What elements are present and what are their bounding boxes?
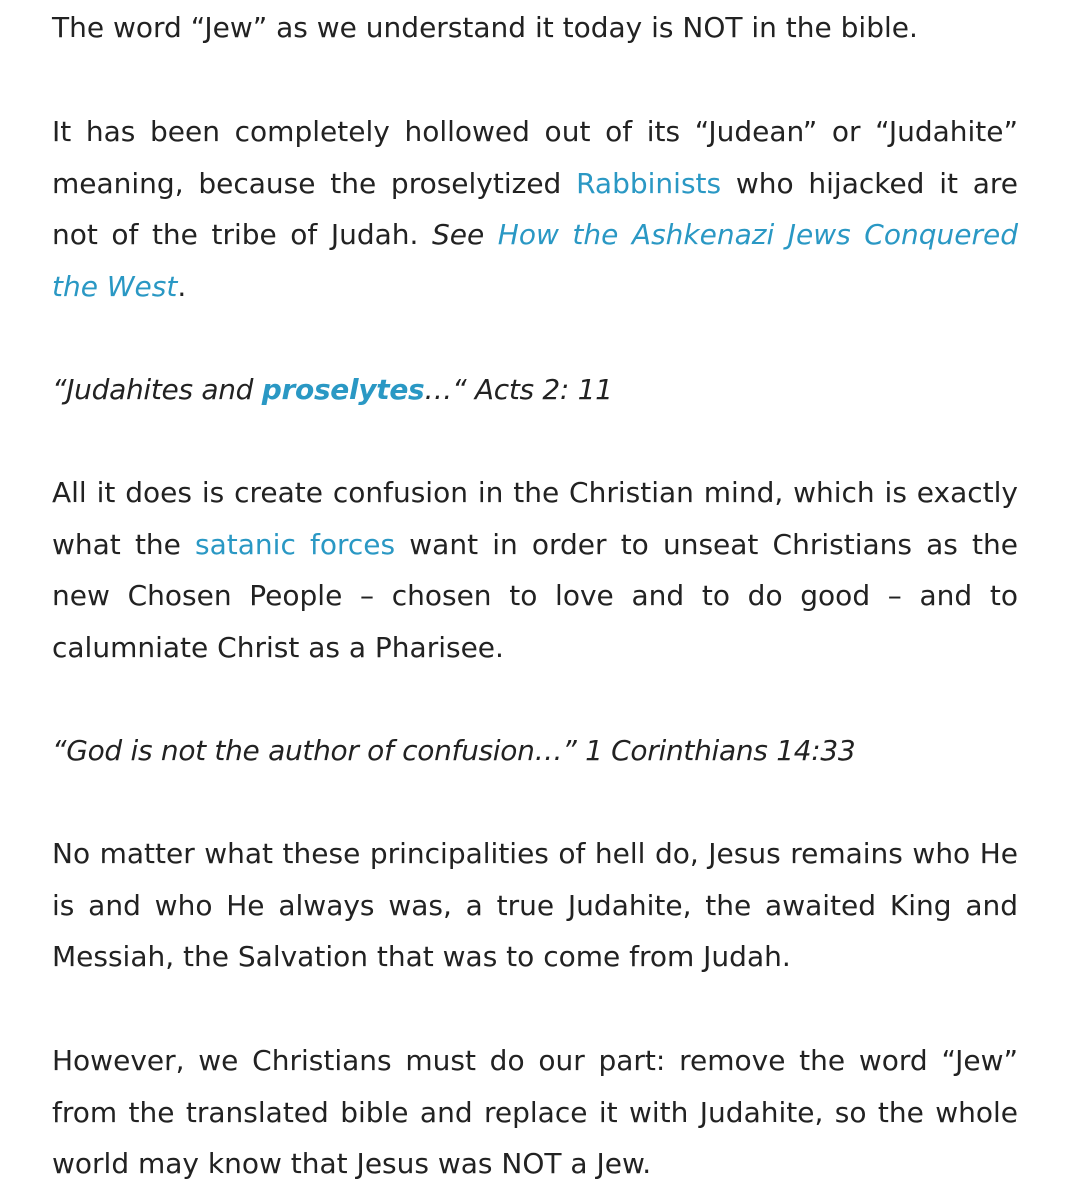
link-rabbinists[interactable]: Rabbinists [576, 166, 722, 200]
paragraph-confusion [52, 467, 1018, 673]
paragraph-hollowed [52, 106, 1018, 312]
paragraph-text: who hijacked it are not of the tribe of Judah. [52, 166, 1018, 252]
paragraph-intro: The word “Jew” as we understand it today is NOT in the bible. [52, 11, 918, 44]
paragraph-text: It has been completely hollowed out of its “Judean” or “Judahite” meaning, because the proselytized [52, 115, 1018, 200]
link-satanic-forces[interactable]: satanic forces [195, 527, 396, 561]
paragraph-text [484, 218, 498, 251]
quote-text: “Judahites and [52, 373, 262, 406]
paragraph-text: want in order to unseat Christians as the new Chosen People – chosen to love and to do good – and to calumniate Christ as a Pharisee. [52, 527, 1018, 664]
paragraph-text: All it does is create confusion in the Christian mind, which is exactly what the [52, 476, 1018, 561]
quote-text: …“ Acts 2: 11 [424, 373, 613, 406]
paragraph-conclusion: However, we Christians must do our part: remove the word “Jew” from the translated bible and replace it with Judahite, so the whole world may know that Jesus was NOT a Jew. [52, 1044, 1018, 1181]
link-ashkenazi-article[interactable]: How the Ashkenazi Jews Conquered the West [52, 218, 1018, 303]
link-proselytes[interactable]: proselytes [261, 373, 425, 406]
quote-acts [52, 364, 1018, 416]
quote-corinthians: “God is not the author of confusion…” 1 Corinthians 14:33 [52, 734, 856, 767]
paragraph-text: . [177, 269, 187, 303]
see-label: See [431, 218, 485, 252]
paragraph-jesus: No matter what these principalities of hell do, Jesus remains who He is and who He always was, a true Judahite, the awaited King and Messiah, the Salvation that was to come from Judah. [52, 837, 1018, 974]
